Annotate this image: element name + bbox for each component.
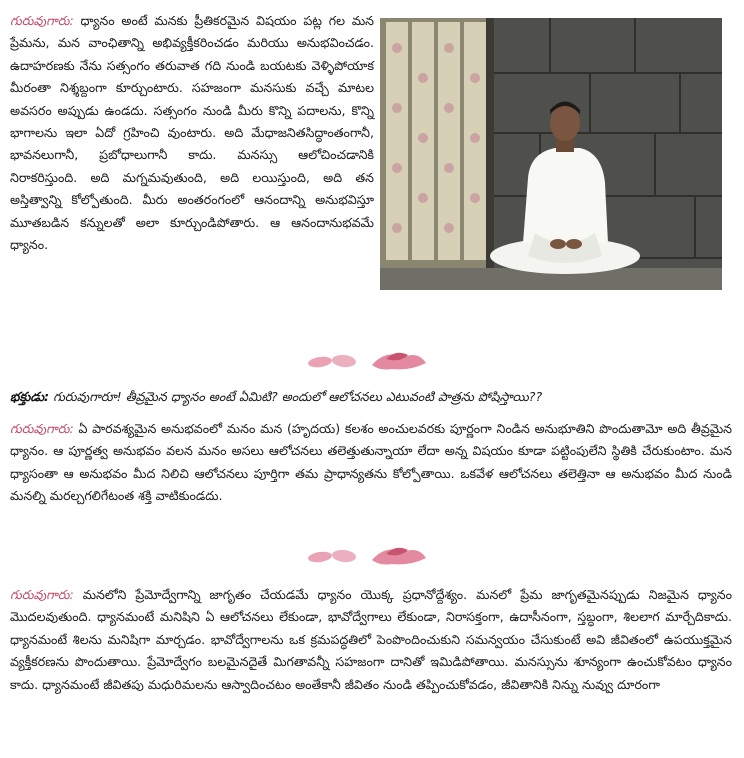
answer-paragraph-2 xyxy=(10,584,732,696)
flower-divider-1 xyxy=(300,347,440,375)
answer-paragraph-1 xyxy=(10,418,732,508)
devotee-label: భక్తుడు: xyxy=(10,389,50,404)
flower-divider-2 xyxy=(300,542,440,570)
speaker-label: గురువుగారు: xyxy=(10,587,74,602)
question-text: గురువుగారూ! తీవ్రమైన ధ్యానం అంటే ఏమిటి? అందులో ఆలోచనలు ఎటువంటి పాత్రను పోషిస్తాయి?? xyxy=(53,389,543,404)
answer-text: ధ్యానం అంటే మనకు ప్రీతికరమైన విషయం పట్ల గల మన ప్రేమను, మన వాంఛితాన్ని అభివ్యక్తీకరించడం మరియు అనుభవించడం. ఉదాహరణకు నేను సత్సంగం తరువాత గది నుండి బయటకు వెళ్ళిపోయాక మీరంతా నిశ్శబ్దంగా కూర్చుంటారు. సహజంగా మనసుకు వచ్చే మాటల అవసరం అప్పుడు ఉండదు. సత్సంగం నుండి మీరు కొన్ని పదాలను, కొన్ని భాగాలను ఇలా ఏదో గ్రహించి వుంటారు. అది మేధాజనితసిద్ధాంతంగానీ, భావనలుగానీ, ప్రబోధాలుగానీ కాదు. మనస్సు ఆలోచించడానికి నిరాకరిస్తుంది. అది మగ్నమవుతుంది, అది లయిస్తుంది, అది తన అస్తిత్వాన్ని కోల్పోతుంది. మీరు అంతరంగంలో ఆనందాన్ని అనుభవిస్తూ మూతబడిన కన్నులతో అలా కూర్చుండిపోతారు. ఆ ఆనందానుభవమే ధ్యానం. xyxy=(10,13,374,253)
meditating-man-photo xyxy=(380,18,722,290)
answer-block-1 xyxy=(10,418,732,508)
answer-text: ఏ పారవశ్యమైన అనుభవంలో మనం మన (హృదయ) కలశం అంచులవరకు పూర్ణంగా నిండిన అనుభూతిని పొందుతామో అది తీవ్రమైన ధ్యానం. ఆ పూర్ణత్వ అనుభవం వలన మనం అసలు ఆలోచనలు తలెత్తుతున్నాయా లేదా అన్న విషయం కూడా పట్టింపులేని స్థితికి చేరుకుంటాం. మన ధ్యాసంతా ఆ అనుభవం మీద నిలిచి ఆలోచనలు పూర్తిగా తమ ప్రాధాన్యతను కోల్పోతాయి. ఒకవేళ ఆలోచనలు తలెత్తినా ఆ అనుభవం మీద నుండి మనల్ని మరల్చగలిగేటంత శక్తి వాటికుండదు. xyxy=(10,421,732,504)
intro-text-column xyxy=(10,10,374,256)
speaker-label: గురువుగారు: xyxy=(10,13,74,28)
photo-illustration xyxy=(380,18,722,290)
answer-text: మనలోని ప్రేమోద్వేగాన్ని జాగృతం చేయడమే ధ్యానం యొక్క ప్రధానోద్దేశ్యం. మనలో ప్రేమ జాగృతమైనప్పుడు నిజమైన ధ్యానం మొదలవుతుంది. ధ్యానమంటే మనిషిని ఏ ఆలోచనలు లేకుండా, భావోద్వేగాలు లేకుండా, నిరాసక్తంగా, ఉదాసీనంగా, స్తబ్ధంగా, శిలలాగ మార్చేదికాదు. ధ్యానమంటే శిలను మనిషిగా మార్చడం. భావోద్వేగాలను ఒక క్రమపద్ధతిలో పెంపొందించుకుని సమన్వయం చేసుకుంటే అవి జీవితంలో ఉపయుక్తమైన వ్యక్తీకరణను పొందుతాయి. ప్రేమోద్వేగం బలమైనదైతే మిగతావన్నీ సహజంగా దానితో ఇమిడిపోతాయి. మనస్సును శూన్యంగా ఉంచుకోవటం ధ్యానం కాదు. ధ్యానమంటే జీవితపు మధురిమలను ఆస్వాదించటం అంతేకానీ జీవితం నుండి తప్పించుకోవడం, జీవితానికి నిన్ను నువ్వు దూరంగా xyxy=(10,587,732,692)
question-paragraph xyxy=(10,386,732,408)
question-block xyxy=(10,386,732,408)
answer-block-2 xyxy=(10,584,732,696)
intro-paragraph xyxy=(10,10,374,256)
speaker-label: గురువుగారు: xyxy=(10,421,74,436)
